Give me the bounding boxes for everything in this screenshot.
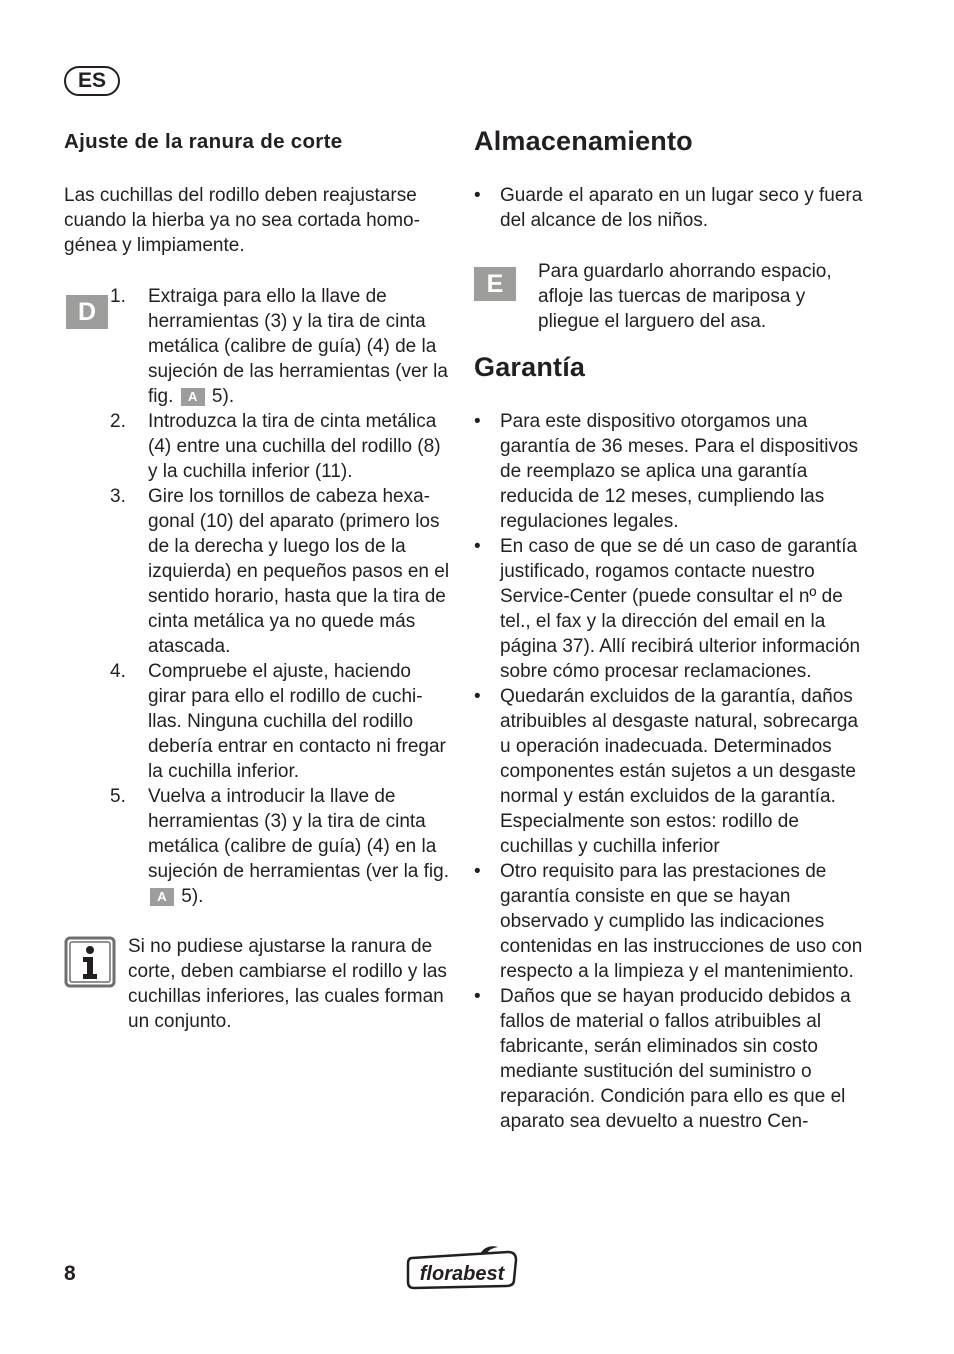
steps-list <box>110 284 450 909</box>
list-item <box>110 784 450 909</box>
step-text-end: 5). <box>211 386 235 407</box>
bullet-dot-icon: • <box>474 185 481 206</box>
bullet-text: En caso de que se dé un caso de garantía justificado, rogamos contacte nuestro Service-Center (puede consultar el nº de tel., el fax y la dirección del email en la página 37). Allí recibirá ulterior información sobre cómo procesar reclamaciones. <box>500 536 861 682</box>
bullet-text: Daños que se hayan producido debidos a fallos de material o fallos atribuibles al fabricante, serán eliminados sin costo mediante sustitución del suministro o reparación. Condición para ello es que el aparato sea devuelto a nuestro Cen- <box>500 986 851 1132</box>
info-note: Si no pudiese ajustarse la ranura de corte, deben cambiarse el rodillo y las cuchillas inferiores, las cuales forman un conjunto. <box>128 936 447 1032</box>
bullet-text: Guarde el aparato en un lugar seco y fuera del alcance de los niños. <box>500 185 863 231</box>
bullet-dot-icon: • <box>474 411 481 432</box>
page-number: 8 <box>64 1262 76 1285</box>
list-item <box>474 409 866 534</box>
section-heading-cutting-gap: Ajuste de la ranura de corte <box>64 130 343 153</box>
step-text: Gire los tornillos de cabeza hexagonal (10) del aparato (primero los de la derecha y luego los de la izquierda) en pequeños pasos en el sentido horario, hasta que la tira de cinta metálica ya no quede más atascada. <box>148 486 450 657</box>
list-item <box>474 859 866 984</box>
step-number: 1. <box>110 286 126 307</box>
list-item <box>110 284 450 409</box>
step-number: 3. <box>110 486 126 507</box>
info-icon <box>64 936 116 988</box>
bullet-text: Quedarán excluidos de la garantía, daños atribuibles al desgaste natural, sobrecarga u operación inadecuada. Determinados componentes están sujetos a un desgaste normal y están excluidos de la garantía. Especialmente son estos: rodillo de cuchillas y cuchilla inferior <box>500 686 859 857</box>
list-item <box>474 984 866 1134</box>
step-text: Extraiga para ello la llave de herramientas (3) y la tira de cinta metálica (calibre de guía) (4) de la sujeción de las herramientas (ver la fig. <box>148 286 448 407</box>
marker-d: D <box>66 295 108 329</box>
storage-note: Para guardarlo ahorrando espacio, afloje las tuercas de mariposa y pliegue el larguero del asa. <box>538 261 832 332</box>
brand-logo <box>404 1244 520 1290</box>
section-heading-warranty: Garantía <box>474 352 586 382</box>
step-text: Introduzca la tira de cinta metálica (4) entre una cuchilla del rodillo (8) y la cuchilla inferior (11). <box>148 411 441 482</box>
section-heading-storage: Almacenamiento <box>474 126 693 156</box>
bullet-dot-icon: • <box>474 536 481 557</box>
storage-bullets <box>474 183 864 233</box>
list-item <box>110 484 450 659</box>
bullet-dot-icon: • <box>474 861 481 882</box>
figure-ref-badge: A <box>150 888 174 906</box>
list-item <box>474 534 866 684</box>
bullet-dot-icon: • <box>474 686 481 707</box>
step-number: 2. <box>110 411 126 432</box>
figure-ref-badge: A <box>181 388 205 406</box>
step-text: Vuelva a introducir la llave de herramientas (3) y la tira de cinta metálica (calibre de guía) (4) en la sujeción de herramientas (ver la fig. <box>148 786 449 882</box>
list-item <box>474 684 866 859</box>
warranty-bullets <box>474 409 866 1134</box>
step-text: Compruebe el ajuste, haciendo girar para ello el rodillo de cuchillas. Ninguna cuchilla del rodillo debería entrar en contacto ni fregar la cuchilla inferior. <box>148 661 446 782</box>
bullet-text: Para este dispositivo otorgamos una garantía de 36 meses. Para el dispositivos de reemplazo se aplica una garantía reducida de 12 meses, cumpliendo las regulaciones legales. <box>500 411 859 532</box>
list-item <box>110 659 450 784</box>
marker-e: E <box>474 267 516 301</box>
step-number: 5. <box>110 786 126 807</box>
intro-paragraph: Las cuchillas del rodillo deben reajustarse cuando la hierba ya no sea cortada homogénea y limpiamente. <box>64 185 420 256</box>
svg-text:florabest: florabest <box>419 1263 505 1285</box>
step-number: 4. <box>110 661 126 682</box>
bullet-text: Otro requisito para las prestaciones de garantía consiste en que se hayan observado y cumplido las indicaciones contenidas en las instrucciones de uso con respecto a la limpieza y el mantenimiento. <box>500 861 863 982</box>
list-item <box>110 409 450 484</box>
language-badge: ES <box>64 66 120 96</box>
step-text-end: 5). <box>181 886 204 907</box>
list-item <box>474 183 864 233</box>
bullet-dot-icon: • <box>474 986 481 1007</box>
